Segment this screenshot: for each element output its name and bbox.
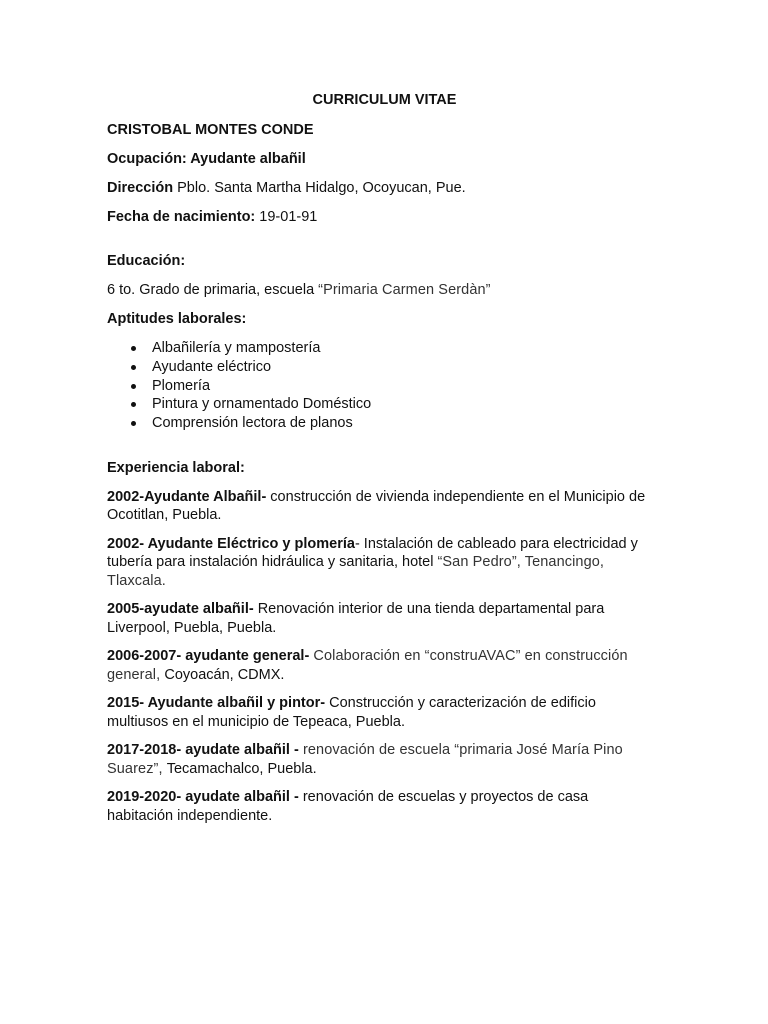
cv-document — [107, 92, 647, 835]
experience-text: Construcción y caracterización de edificio multiusos en el municipio de Tepeaca, Puebla. — [107, 695, 596, 730]
experience-title: 2005-ayudate albañil- — [107, 601, 254, 618]
list-item: Plomería — [152, 377, 647, 396]
list-item: Ayudante eléctrico — [152, 358, 647, 377]
education-heading-text: Educación: — [107, 253, 186, 269]
spacer — [107, 237, 647, 252]
address-line — [107, 179, 647, 197]
experience-heading — [107, 459, 647, 477]
experience-entry — [107, 488, 647, 525]
experience-title: 2002-Ayudante Albañil- — [107, 488, 267, 505]
education-school: “Primaria Carmen Serdàn” — [318, 282, 491, 298]
experience-title: 2019-2020- ayudate albañil - — [107, 789, 299, 806]
experience-extra: “San Pedro”, Tenancingo, Tlaxcala. — [107, 554, 605, 589]
experience-title: 2017-2018- ayudate albañil - — [107, 742, 299, 759]
occupation-line — [107, 150, 647, 168]
education-heading — [107, 252, 647, 270]
experience-entry — [107, 741, 647, 778]
address-label: Dirección — [107, 180, 174, 196]
list-item: Pintura y ornamentado Doméstico — [152, 395, 647, 414]
experience-entry — [107, 788, 647, 825]
birth-value: 19-01-91 — [255, 209, 318, 225]
birth-line — [107, 208, 647, 226]
experience-extra: Colaboración en “construAVAC” en construcción general, — [107, 648, 628, 683]
experience-title: 2015- Ayudante albañil y pintor- — [107, 695, 326, 712]
address-value: Pblo. Santa Martha Hidalgo, Ocoyucan, Pue. — [173, 180, 466, 196]
experience-text: Renovación interior de una tienda departamental para Liverpool, Puebla, Puebla. — [107, 601, 605, 636]
experience-heading-text: Experiencia laboral: — [107, 459, 245, 476]
experience-tail: Coyoacán, CDMX. — [164, 666, 285, 683]
education-text: 6 to. Grado de primaria, escuela — [107, 282, 319, 298]
birth-label: Fecha de nacimiento: — [107, 209, 256, 225]
experience-title: 2002- Ayudante Eléctrico y plomería — [107, 535, 355, 552]
experience-entry — [107, 647, 647, 684]
experience-text: - Instalación de cableado para electricidad y tubería para instalación hidráulica y sanitaria, hotel — [107, 535, 638, 571]
skills-list — [107, 339, 647, 433]
skills-heading-text: Aptitudes laborales: — [107, 311, 247, 327]
document-title: CURRICULUM VITAE — [312, 92, 457, 108]
skills-heading — [107, 310, 647, 328]
list-item: Albañilería y mampostería — [152, 339, 647, 358]
spacer — [107, 444, 647, 459]
experience-text: renovación de escuelas y proyectos de casa habitación independiente. — [107, 789, 589, 824]
occupation-label: Ocupación: Ayudante albañil — [107, 151, 306, 167]
experience-entry — [107, 694, 647, 731]
experience-title: 2006-2007- ayudante general- — [107, 648, 310, 665]
experience-tail: Tecamachalco, Puebla. — [166, 760, 317, 777]
experience-entry — [107, 600, 647, 637]
person-name — [107, 121, 647, 139]
education-line — [107, 281, 647, 299]
person-name-text: CRISTOBAL MONTES CONDE — [107, 122, 314, 138]
experience-extra: renovación de escuela “primaria José María Pino Suarez”, — [107, 742, 623, 777]
experience-entry — [107, 535, 647, 591]
list-item: Comprensión lectora de planos — [152, 414, 647, 433]
experience-text: construcción de vivienda independiente en el Municipio de Ocotitlan, Puebla. — [107, 488, 646, 524]
